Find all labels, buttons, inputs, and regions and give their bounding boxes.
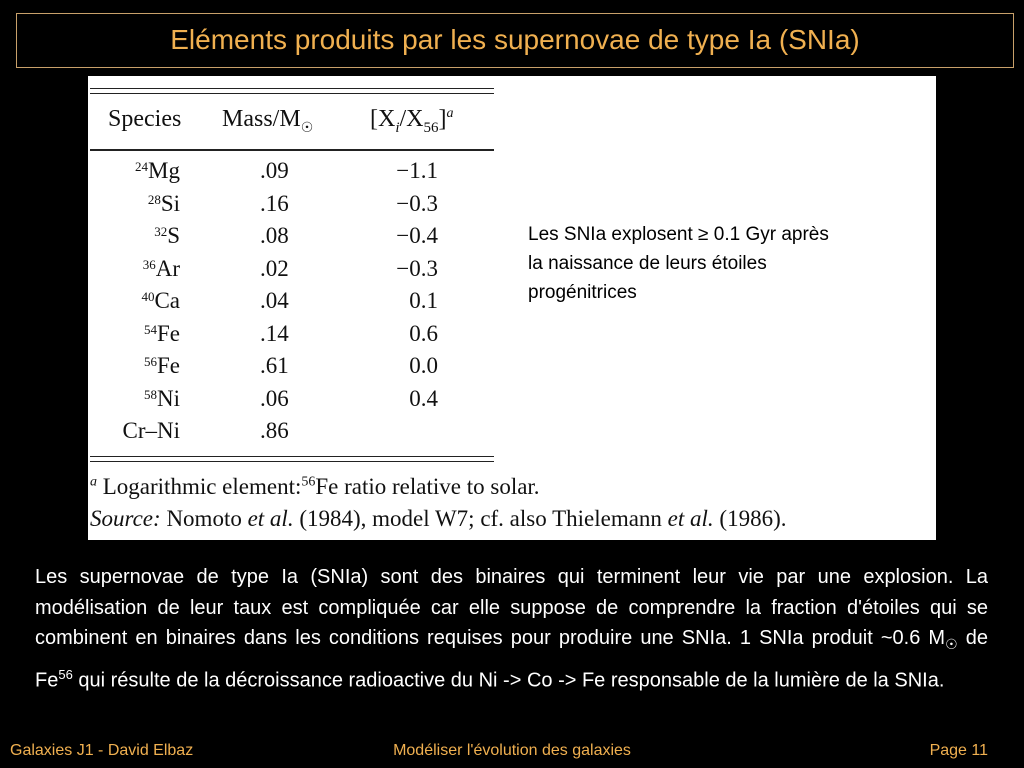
table-footnote: $^a$ Logarithmic element:$^{56}$Fe ratio relative to solar.	[90, 474, 540, 499]
table-top-rule	[90, 88, 494, 89]
cell-mass: .02	[260, 255, 289, 281]
table-top-rule-2	[90, 93, 494, 94]
slide-title: Eléments produits par les supernovae de type Ia (SNIa)	[170, 24, 860, 55]
cell-ratio: −1.1	[396, 158, 438, 183]
cell-ratio: 0.0	[409, 353, 438, 378]
cell-mass: .08	[260, 223, 289, 248]
header-species: Species	[108, 106, 182, 132]
cell-mass: .06	[260, 385, 289, 411]
title-frame	[16, 13, 1014, 68]
cell-ratio: 0.1	[409, 288, 438, 313]
cell-ratio: −0.3	[396, 190, 438, 216]
cell-species: $^{36}$Ar	[142, 255, 180, 281]
cell-species: $^{56}$Fe	[144, 353, 180, 378]
side-note-line: progénitrices	[528, 282, 637, 303]
cell-ratio: 0.6	[409, 320, 438, 346]
footer-page-number: Page 11	[929, 742, 988, 759]
cell-mass: .14	[260, 320, 289, 346]
table-panel	[88, 76, 936, 540]
side-note	[528, 220, 938, 307]
footer-center: Modéliser l'évolution des galaxies	[393, 742, 631, 759]
cell-species: $^{58}$Ni	[144, 385, 180, 411]
cell-mass: .16	[260, 190, 289, 216]
cell-mass: .04	[260, 288, 289, 313]
cell-ratio: 0.4	[409, 385, 438, 411]
header-mass: Mass/$M_☉$	[222, 106, 314, 136]
cell-species: $^{32}$S	[154, 223, 180, 248]
side-note-line: Les SNIa explosent ≥ 0.1 Gyr après	[528, 224, 829, 245]
cell-mass: .86	[260, 418, 289, 443]
table-bottom-rule	[90, 456, 494, 457]
cell-species: Cr–Ni	[122, 418, 180, 443]
cell-mass: .09	[260, 158, 289, 183]
cell-species: $^{24}$Mg	[135, 158, 180, 183]
cell-species: $^{54}$Fe	[144, 320, 180, 346]
body-paragraph: Les supernovae de type Ia (SNIa) sont des binaires qui terminent leur vie par une explosion. La modélisation de leur taux est compliquée car elle suppose de comprendre la fraction d'étoiles qui se combinent en binaires dans les conditions requises pour produire une SNIa. 1 SNIa produit ~0.6 $M_☉$ de Fe$^{56}$ qui résulte de la décroissance radioactive du Ni -> Co -> Fe responsable de la lumière de la SNIa.	[35, 566, 988, 692]
cell-ratio: −0.3	[396, 255, 438, 281]
side-note-line: la naissance de leurs étoiles	[528, 253, 767, 274]
footer-left: Galaxies J1 - David Elbaz	[10, 742, 194, 759]
cell-mass: .61	[260, 353, 289, 378]
table-header-rule	[90, 149, 494, 151]
table-source: Source: Nomoto et al. (1984), model W7; cf. also Thielemann et al. (1986).	[90, 506, 787, 531]
cell-species: $^{40}$Ca	[141, 288, 180, 313]
table-bottom-rule-2	[90, 461, 494, 462]
header-ratio: $[X_i/X_{56}]^a$	[370, 106, 454, 136]
cell-ratio: −0.4	[396, 223, 438, 248]
cell-species: $^{28}$Si	[147, 190, 180, 216]
